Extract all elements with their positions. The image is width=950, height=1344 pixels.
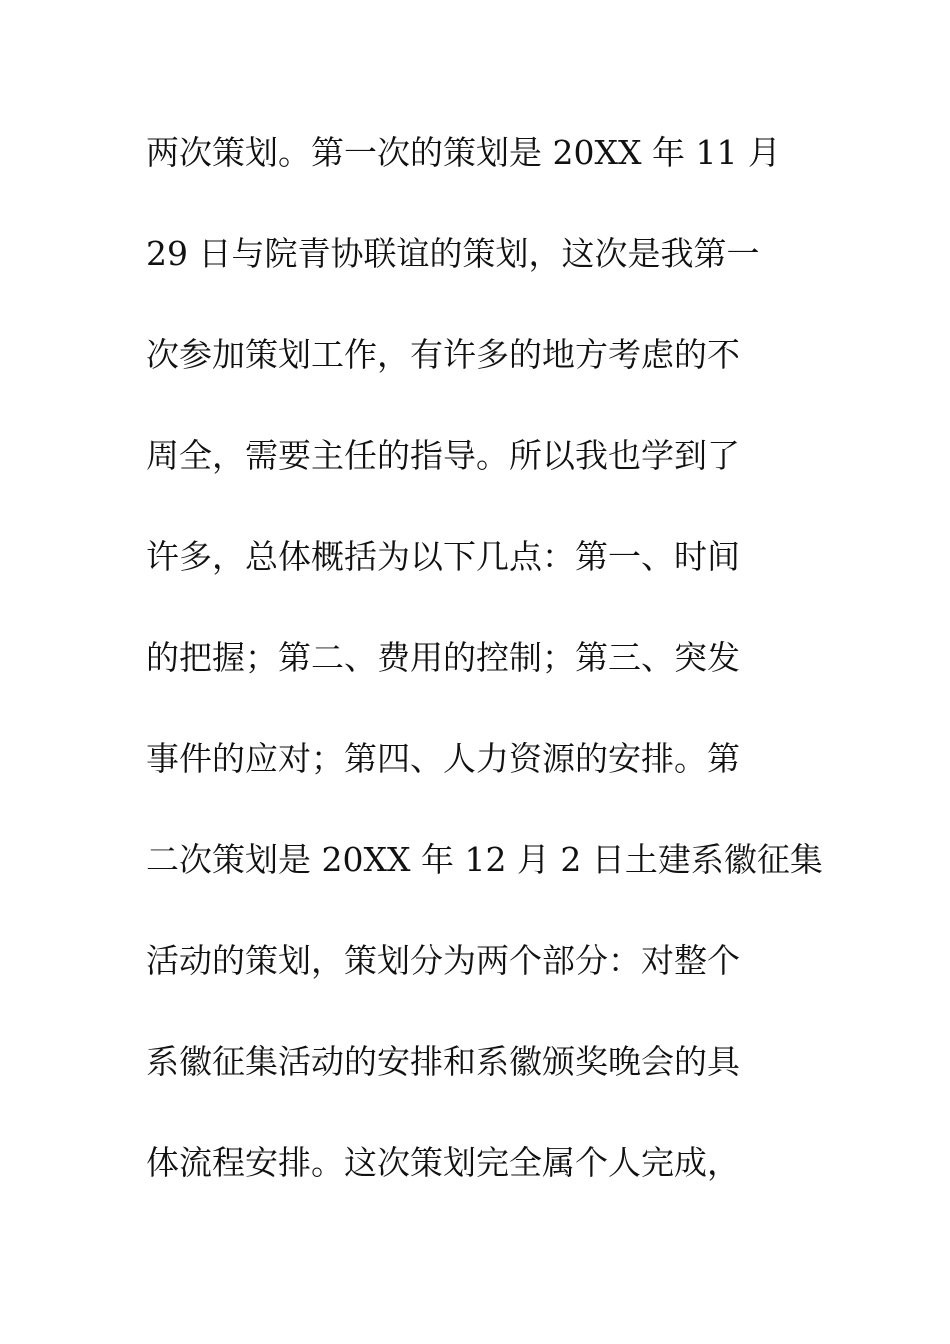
text-line: 许多，总体概括为以下几点：第一、时间 — [146, 537, 740, 576]
body-paragraph — [146, 124, 846, 1235]
text-line: 两次策划。第一次的策划是 20XX 年 11 月 — [146, 133, 781, 172]
text-line: 次参加策划工作，有许多的地方考虑的不 — [146, 335, 740, 374]
text-line: 系徽征集活动的安排和系徽颁奖晚会的具 — [146, 1042, 740, 1081]
text-line: 29 日与院青协联谊的策划，这次是我第一 — [146, 234, 760, 273]
text-line: 的把握；第二、费用的控制；第三、突发 — [146, 638, 740, 677]
text-line: 二次策划是 20XX 年 12 月 2 日土建系徽征集 — [146, 840, 823, 879]
text-line: 事件的应对；第四、人力资源的安排。第 — [146, 739, 740, 778]
text-line: 活动的策划，策划分为两个部分：对整个 — [146, 941, 740, 980]
text-line: 周全，需要主任的指导。所以我也学到了 — [146, 436, 740, 475]
text-line: 体流程安排。这次策划完全属个人完成， — [146, 1143, 740, 1182]
